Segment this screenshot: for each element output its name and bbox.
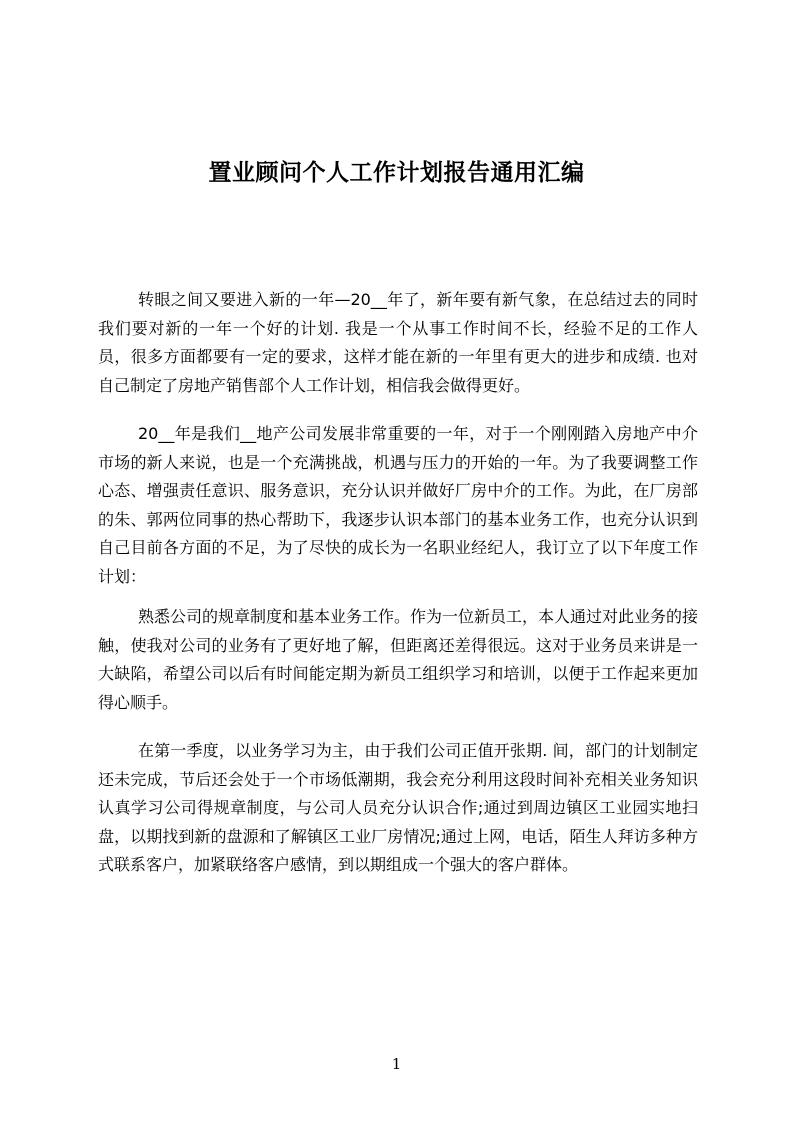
document-title: 置业顾问个人工作计划报告通用汇编 xyxy=(208,160,585,187)
body-paragraph-1: 转眼之间又要进入新的一年—20__年了，新年要有新气象，在总结过去的同时我们要对新的一年一个好的计划. 我是一个从事工作时间不长，经验不足的工作人员，很多方面都要有一定的要求，这样才能在新的一年里有更大的进步和成绩. 也对自己制定了房地产销售部个人工作计划，相信我会做得更好。 xyxy=(98,290,698,395)
body-paragraph-2: 20__年是我们__地产公司发展非常重要的一年，对于一个刚刚踏入房地产中介市场的新人来说，也是一个充满挑战，机遇与压力的开始的一年。为了我要调整工作心态、增强责任意识、服务意识，充分认识并做好厂房中介的工作。为此，在厂房部的朱、郭两位同事的热心帮助下，我逐步认识本部门的基本业务工作，也充分认识到自己目前各方面的不足，为了尽快的成长为一名职业经纪人，我订立了以下年度工作计划： xyxy=(98,424,698,586)
body-paragraph-3: 熟悉公司的规章制度和基本业务工作。作为一位新员工，本人通过对此业务的接触，使我对公司的业务有了更好地了解，但距离还差得很远。这对于业务员来讲是一大缺陷，希望公司以后有时间能定期为新员工组织学习和培训，以便于工作起来更加得心顺手。 xyxy=(98,607,699,712)
body-paragraph-4: 在第一季度，以业务学习为主，由于我们公司正值开张期. 间，部门的计划制定还未完成，节后还会处于一个市场低潮期，我会充分利用这段时间补充相关业务知识认真学习公司得规章制度，与公司人员充分认识合作;通过到周边镇区工业园实地扫盘，以期找到新的盘源和了解镇区工业厂房情况;通过上网，电话，陌生人拜访多种方式联系客户，加紧联络客户感情，到以期组成一个强大的客户群体。 xyxy=(98,741,698,874)
page-number: 1 xyxy=(391,1055,402,1073)
